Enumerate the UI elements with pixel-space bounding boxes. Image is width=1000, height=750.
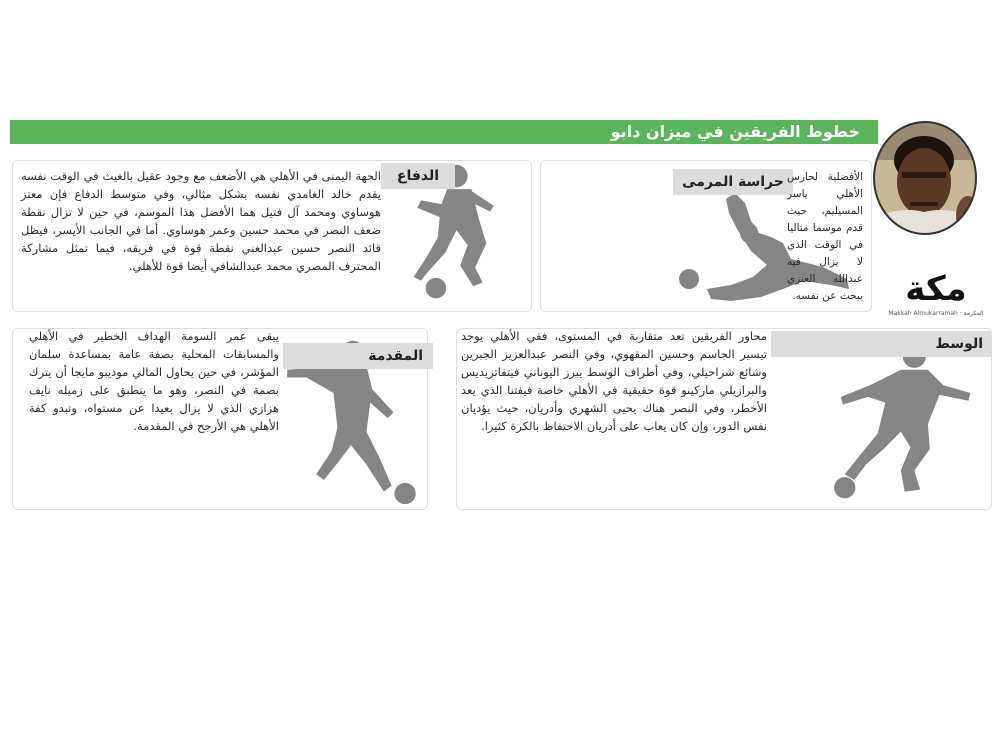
logo-subtitle: Makkah Almukarramah · المكرمة: [888, 310, 984, 317]
label-defense: الدفاع: [381, 163, 455, 189]
panel-midfield: [456, 328, 992, 510]
label-attack: المقدمة: [283, 343, 433, 369]
attack-text: يبقى عمر السومة الهداف الخطير في الأهلي والمسابقات المحلية بصفة عامة بمساعدة سلمان المؤشر، في حين يحاول المالي موديبو مايجا أن يترك بصمة في النصر، وهو ما ينطبق على زميله نايف هزازي الذي لا يزال بعيدا عن مستواه، وتبدو كفة الأهلي هي الأرجح في المقدمة.: [29, 329, 279, 433]
goalkeeping-text: الأفضلية لحارس الأهلي ياسر المسيليم، حيث قدم موسما مثاليا في الوقت الذي لا يزال فيه عبدالله العنزي يبحث عن نفسه.: [787, 171, 863, 302]
page-title: خطوط الفريقين في ميزان دابو: [610, 122, 860, 141]
portrait-photo: [872, 120, 978, 236]
logo-wordmark: مكة: [905, 269, 967, 309]
midfield-text: محاور الفريقين تعد متقاربة في المستوى، ففي الأهلي يوجد تيسير الجاسم وحسين المقهوي، وفي النصر عبدالعزيز الجبرين وشائع شراحيلي، وفي أطراف الوسط يبرز اليوناني فيتفاتزيديس والبرازيلي ماركينو قوة حقيقية في الأهلي خاصة فيفتنا الذي يعد الأخطر، وفي النصر هناك يحيى الشهري وأدريان، حيث يؤديان نفس الدور، وإن كان يعاب على أدريان الاحتفاظ بالكرة كثيرا.: [461, 329, 767, 433]
panel-goalkeeping: [540, 160, 872, 312]
panel-defense: [12, 160, 532, 312]
label-goalkeeping: حراسة المرمى: [673, 169, 793, 195]
label-midfield: الوسط: [771, 331, 991, 357]
makkah-logo: [884, 270, 990, 326]
defense-text: الجهة اليمنى في الأهلي هي الأضعف مع وجود عقيل بالغيث في الوقت نفسه يقدم خالد الغامدي نفسه بشكل مثالي، وفي متوسط الدفاع فإن معتز هوساوي ومحمد آل فتيل هما الأفضل هذا الموسم، في حين لا تزال نقطة ضعف النصر في محمد حسين وعمر هوساوي. أما في الجانب الأيسر، فيظل قائد النصر حسين عبدالغني نقطة قوة في فريقه، فيما تمثل مشاركة المحترف المصري محمد عبدالشافي أيضا قوة للأهلي.: [21, 169, 381, 273]
header-banner: [10, 120, 878, 144]
midfielder-silhouette-icon: [805, 335, 985, 509]
panel-attack: [12, 328, 428, 510]
